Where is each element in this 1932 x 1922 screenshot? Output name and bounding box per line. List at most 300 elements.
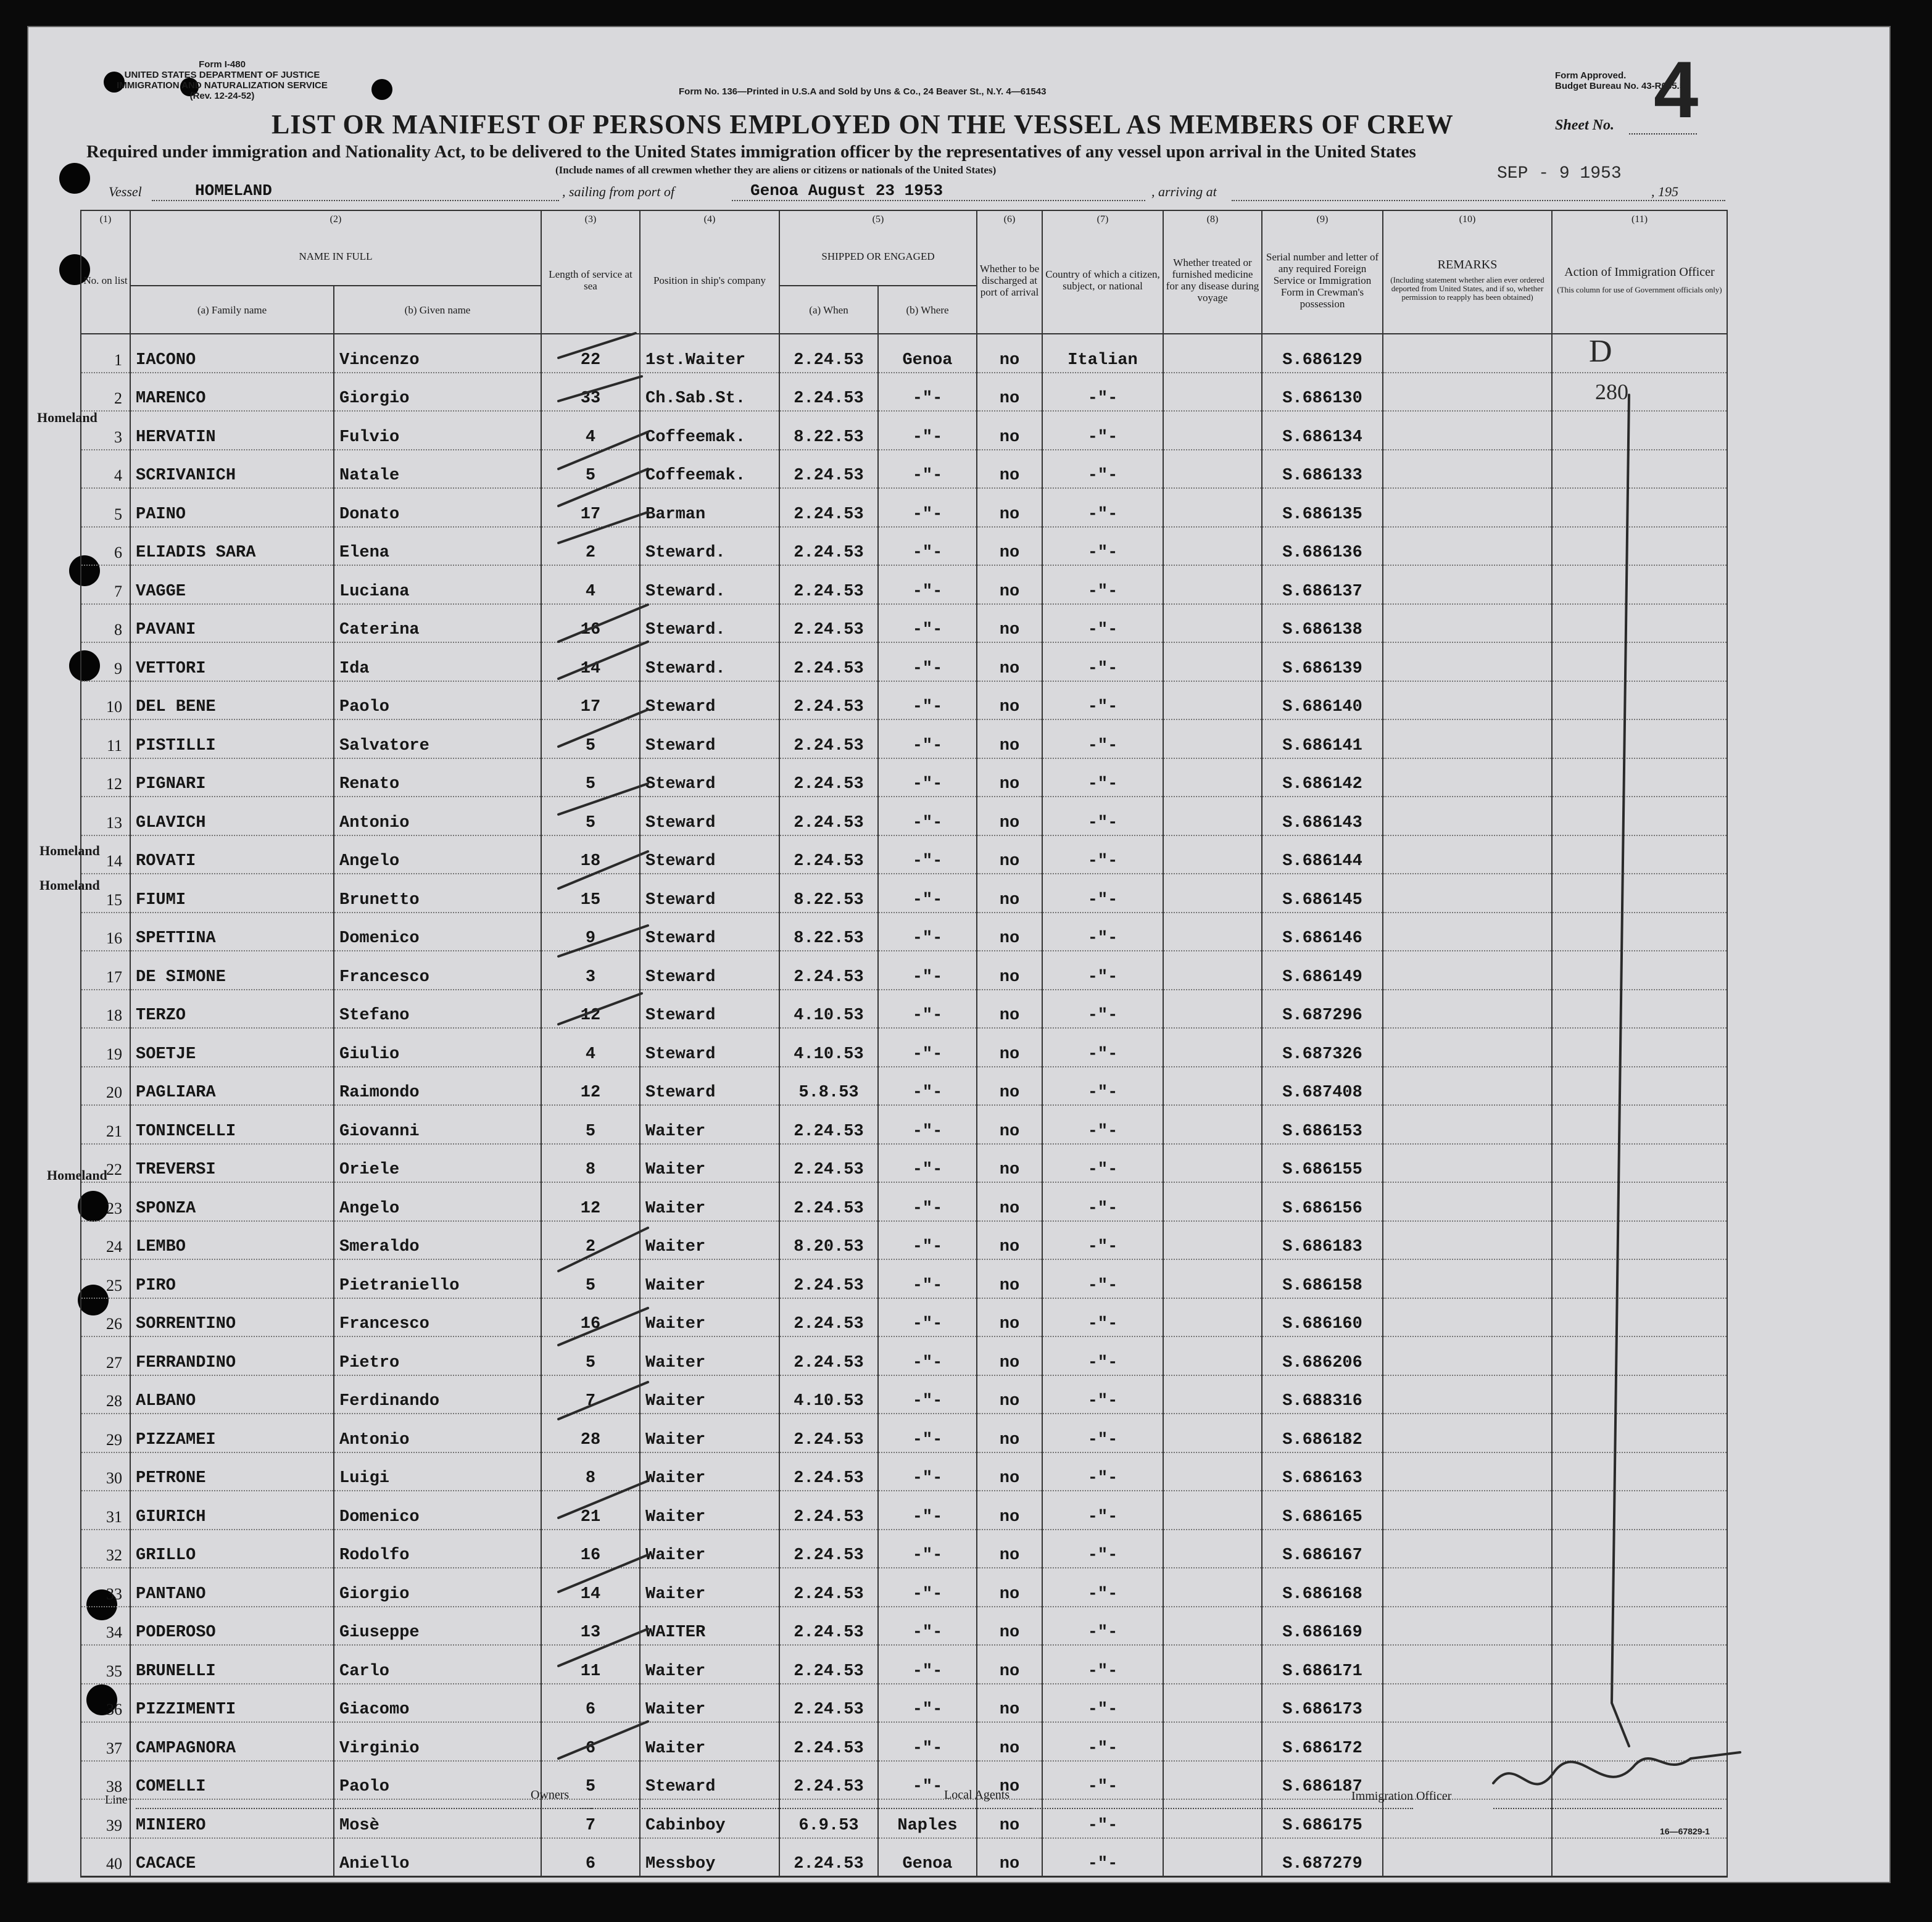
length-of-service-cell: 17 [541, 681, 640, 720]
given-name-cell: Giorgio [334, 373, 541, 412]
family-name-cell: ALBANO [130, 1375, 334, 1414]
row-number: 40 [81, 1838, 130, 1877]
position-cell: Waiter [640, 1105, 779, 1144]
shipped-when-cell: 2.24.53 [779, 1568, 878, 1607]
shipped-where-cell: -"- [878, 1182, 977, 1221]
position-cell: Waiter [640, 1182, 779, 1221]
medicine-cell [1163, 1336, 1262, 1375]
officer-action-cell [1552, 1645, 1727, 1684]
length-of-service-cell: 11 [541, 1645, 640, 1684]
officer-action-cell [1552, 1182, 1727, 1221]
length-of-service-cell: 21 [541, 1491, 640, 1530]
col-name-in-full: NAME IN FULL [130, 227, 541, 286]
medicine-cell [1163, 951, 1262, 990]
col-where: (b) Where [878, 286, 977, 334]
country-cell: -"- [1042, 797, 1163, 835]
discharged-cell: no [977, 951, 1042, 990]
position-cell: Waiter [640, 1414, 779, 1452]
table-row [81, 411, 1727, 450]
shipped-where-cell: -"- [878, 835, 977, 874]
medicine-cell [1163, 373, 1262, 412]
officer-action-cell [1552, 797, 1727, 835]
remarks-cell [1383, 1028, 1552, 1067]
country-cell: -"- [1042, 681, 1163, 720]
remarks-cell [1383, 1067, 1552, 1106]
given-name-cell: Giacomo [334, 1684, 541, 1723]
country-cell: -"- [1042, 719, 1163, 758]
length-of-service-cell: 6 [541, 1722, 640, 1761]
shipped-where-cell: -"- [878, 1259, 977, 1298]
shipped-when-cell: 2.24.53 [779, 1530, 878, 1568]
length-of-service-cell: 4 [541, 565, 640, 604]
serial-number-cell: S.686206 [1262, 1336, 1383, 1375]
shipped-where-cell: -"- [878, 1684, 977, 1723]
shipped-when-cell: 4.10.53 [779, 1375, 878, 1414]
officer-action-cell [1552, 835, 1727, 874]
row-number: 3 [81, 411, 130, 450]
table-row [81, 1067, 1727, 1106]
remarks-cell [1383, 1221, 1552, 1260]
shipped-where-cell: Genoa [878, 1838, 977, 1877]
shipped-when-cell: 2.24.53 [779, 565, 878, 604]
given-name-cell: Caterina [334, 604, 541, 643]
medicine-cell [1163, 450, 1262, 489]
family-name-cell: PIZZAMEI [130, 1414, 334, 1452]
family-name-cell: PETRONE [130, 1452, 334, 1491]
arriving-label: , arriving at [1151, 184, 1217, 199]
revision-date: (Rev. 12-24-52) [189, 91, 255, 101]
table-row [81, 604, 1727, 643]
country-cell: -"- [1042, 1182, 1163, 1221]
page-subtitle: Required under immigration and Nationality Act, to be delivered to the United States immigration officer by the representatives of any vessel upon arrival in the United States [86, 142, 1416, 162]
margin-note-homeland: Homeland [37, 410, 97, 425]
row-number: 18 [81, 990, 130, 1029]
row-number: 16 [81, 913, 130, 951]
row-number: 21 [81, 1105, 130, 1144]
given-name-cell: Pietraniello [334, 1259, 541, 1298]
country-cell: -"- [1042, 527, 1163, 566]
table-row [81, 1105, 1727, 1144]
medicine-cell [1163, 604, 1262, 643]
length-of-service-cell: 17 [541, 488, 640, 527]
family-name-cell: TONINCELLI [130, 1105, 334, 1144]
shipped-where-cell: -"- [878, 1761, 977, 1800]
officer-action-cell [1552, 681, 1727, 720]
shipped-where-cell: -"- [878, 1452, 977, 1491]
sailing-label: , sailing from port of [562, 184, 674, 199]
table-row [81, 1414, 1727, 1452]
family-name-cell: PIGNARI [130, 758, 334, 797]
position-cell: Ch.Sab.St. [640, 373, 779, 412]
table-row [81, 1144, 1727, 1183]
country-cell: -"- [1042, 1144, 1163, 1183]
given-name-cell: Donato [334, 488, 541, 527]
officer-action-cell [1552, 1028, 1727, 1067]
officer-action-cell [1552, 604, 1727, 643]
discharged-cell: no [977, 1144, 1042, 1183]
position-cell: Waiter [640, 1645, 779, 1684]
country-cell: -"- [1042, 373, 1163, 412]
medicine-cell [1163, 990, 1262, 1029]
row-number: 35 [81, 1645, 130, 1684]
given-name-cell: Angelo [334, 1182, 541, 1221]
position-cell: Waiter [640, 1336, 779, 1375]
officer-action-cell [1552, 488, 1727, 527]
officer-action-cell [1552, 1105, 1727, 1144]
col-remarks [1383, 227, 1552, 334]
serial-number-cell: S.688316 [1262, 1375, 1383, 1414]
discharged-cell: no [977, 1375, 1042, 1414]
discharged-cell: no [977, 758, 1042, 797]
officer-action-cell [1552, 565, 1727, 604]
shipped-when-cell: 2.24.53 [779, 1607, 878, 1646]
discharged-cell: no [977, 1799, 1042, 1838]
table-row [81, 913, 1727, 951]
col10-number: (10) [1383, 210, 1552, 227]
table-row [81, 1182, 1727, 1221]
position-cell: Steward [640, 1067, 779, 1106]
family-name-cell: GIURICH [130, 1491, 334, 1530]
medicine-cell [1163, 1838, 1262, 1877]
shipped-where-cell: -"- [878, 681, 977, 720]
serial-number-cell: S.686145 [1262, 874, 1383, 913]
row-number: 31 [81, 1491, 130, 1530]
given-name-cell: Stefano [334, 990, 541, 1029]
row-number: 9 [81, 642, 130, 681]
family-name-cell: VAGGE [130, 565, 334, 604]
shipped-when-cell: 2.24.53 [779, 1491, 878, 1530]
shipped-when-cell: 8.22.53 [779, 874, 878, 913]
given-name-cell: Francesco [334, 951, 541, 990]
col-family-name: (a) Family name [130, 286, 334, 334]
serial-number-cell: S.686167 [1262, 1530, 1383, 1568]
shipped-where-cell: -"- [878, 1028, 977, 1067]
officer-action-cell [1552, 951, 1727, 990]
given-name-cell: Smeraldo [334, 1221, 541, 1260]
serial-number-cell: S.686187 [1262, 1761, 1383, 1800]
officer-action-cell [1552, 719, 1727, 758]
country-cell: -"- [1042, 1414, 1163, 1452]
discharged-cell: no [977, 1298, 1042, 1337]
serial-number-cell: S.686137 [1262, 565, 1383, 604]
given-name-cell: Mosè [334, 1799, 541, 1838]
length-of-service-cell: 4 [541, 1028, 640, 1067]
row-number: 4 [81, 450, 130, 489]
row-number: 28 [81, 1375, 130, 1414]
table-row [81, 1530, 1727, 1568]
table-row [81, 1607, 1727, 1646]
length-of-service-cell: 7 [541, 1799, 640, 1838]
family-name-cell: SCRIVANICH [130, 450, 334, 489]
remarks-cell [1383, 1568, 1552, 1607]
officer-action-cell [1552, 990, 1727, 1029]
country-cell: -"- [1042, 1298, 1163, 1337]
officer-action-cell [1552, 1838, 1727, 1877]
discharged-cell: no [977, 450, 1042, 489]
country-cell: -"- [1042, 411, 1163, 450]
col1-number: (1) [81, 210, 130, 227]
margin-note-homeland: Homeland [47, 1167, 107, 1183]
length-of-service-cell: 12 [541, 990, 640, 1029]
discharged-cell: no [977, 1761, 1042, 1800]
given-name-cell: Brunetto [334, 874, 541, 913]
medicine-cell [1163, 1298, 1262, 1337]
medicine-cell [1163, 1028, 1262, 1067]
shipped-when-cell: 2.24.53 [779, 450, 878, 489]
shipped-where-cell: -"- [878, 758, 977, 797]
col8-number: (8) [1163, 210, 1262, 227]
remarks-cell [1383, 488, 1552, 527]
medicine-cell [1163, 719, 1262, 758]
shipped-where-cell: -"- [878, 565, 977, 604]
family-name-cell: PAGLIARA [130, 1067, 334, 1106]
remarks-cell [1383, 1414, 1552, 1452]
arrival-date-stamp: SEP - 9 1953 [1497, 164, 1622, 183]
position-cell: Steward [640, 835, 779, 874]
family-name-cell: PODEROSO [130, 1607, 334, 1646]
shipped-when-cell: 2.24.53 [779, 951, 878, 990]
family-name-cell: CAMPAGNORA [130, 1722, 334, 1761]
shipped-when-cell: 2.24.53 [779, 527, 878, 566]
serial-number-cell: S.686165 [1262, 1491, 1383, 1530]
discharged-cell: no [977, 797, 1042, 835]
officer-action-cell [1552, 1144, 1727, 1183]
family-name-cell: SOETJE [130, 1028, 334, 1067]
shipped-when-cell: 2.24.53 [779, 1414, 878, 1452]
footer-agents-label: Local Agents [944, 1788, 1010, 1802]
position-cell: Steward [640, 874, 779, 913]
family-name-cell: GLAVICH [130, 797, 334, 835]
serial-number-cell: S.686169 [1262, 1607, 1383, 1646]
shipped-where-cell: -"- [878, 990, 977, 1029]
shipped-where-cell: -"- [878, 874, 977, 913]
officer-action-cell [1552, 642, 1727, 681]
shipped-where-cell: -"- [878, 1221, 977, 1260]
length-of-service-cell: 16 [541, 1298, 640, 1337]
shipped-when-cell: 2.24.53 [779, 797, 878, 835]
given-name-cell: Antonio [334, 797, 541, 835]
serial-number-cell: S.686143 [1262, 797, 1383, 835]
remarks-cell [1383, 1144, 1552, 1183]
remarks-cell [1383, 1722, 1552, 1761]
given-name-cell: Raimondo [334, 1067, 541, 1106]
page-subnote: (Include names of all crewmen whether they are aliens or citizens or nationals of the United States) [555, 164, 997, 176]
serial-number-cell: S.686155 [1262, 1144, 1383, 1183]
given-name-cell: Rodolfo [334, 1530, 541, 1568]
position-cell: Waiter [640, 1568, 779, 1607]
length-of-service-cell: 4 [541, 411, 640, 450]
table-row [81, 874, 1727, 913]
shipped-when-cell: 8.22.53 [779, 411, 878, 450]
country-cell: -"- [1042, 1067, 1163, 1106]
length-of-service-cell: 2 [541, 1221, 640, 1260]
given-name-cell: Francesco [334, 1298, 541, 1337]
table-row [81, 835, 1727, 874]
medicine-cell [1163, 488, 1262, 527]
country-cell: -"- [1042, 1761, 1163, 1800]
length-of-service-cell: 14 [541, 1568, 640, 1607]
shipped-when-cell: 4.10.53 [779, 1028, 878, 1067]
discharged-cell: no [977, 874, 1042, 913]
position-cell: Waiter [640, 1491, 779, 1530]
country-cell: -"- [1042, 1722, 1163, 1761]
col-discharged: Whether to be discharged at port of arrival [977, 227, 1042, 334]
row-number: 29 [81, 1414, 130, 1452]
medicine-cell [1163, 1259, 1262, 1298]
family-name-cell: PISTILLI [130, 719, 334, 758]
serial-number-cell: S.687296 [1262, 990, 1383, 1029]
col2-number: (2) [130, 210, 541, 227]
length-of-service-cell: 8 [541, 1144, 640, 1183]
position-cell: Barman [640, 488, 779, 527]
position-cell: WAITER [640, 1607, 779, 1646]
row-number: 6 [81, 527, 130, 566]
discharged-cell: no [977, 1105, 1042, 1144]
medicine-cell [1163, 797, 1262, 835]
country-cell: -"- [1042, 450, 1163, 489]
discharged-cell: no [977, 835, 1042, 874]
serial-number-cell: S.686141 [1262, 719, 1383, 758]
medicine-cell [1163, 1684, 1262, 1723]
country-cell: Italian [1042, 334, 1163, 373]
officer-action-cell [1552, 1336, 1727, 1375]
country-cell: -"- [1042, 1452, 1163, 1491]
shipped-where-cell: -"- [878, 1298, 977, 1337]
remarks-cell [1383, 1336, 1552, 1375]
country-cell: -"- [1042, 1799, 1163, 1838]
vessel-name: HOMELAND [195, 181, 272, 200]
col7-number: (7) [1042, 210, 1163, 227]
col-officer-action-title: Action of Immigration Officer [1564, 265, 1715, 279]
remarks-cell [1383, 874, 1552, 913]
medicine-cell [1163, 1221, 1262, 1260]
country-cell: -"- [1042, 1105, 1163, 1144]
family-name-cell: COMELLI [130, 1761, 334, 1800]
row-number: 8 [81, 604, 130, 643]
serial-number-cell: S.686156 [1262, 1182, 1383, 1221]
serial-number-cell: S.686133 [1262, 450, 1383, 489]
table-row [81, 450, 1727, 489]
remarks-cell [1383, 758, 1552, 797]
given-name-cell: Oriele [334, 1144, 541, 1183]
shipped-when-cell: 2.24.53 [779, 1144, 878, 1183]
col9-number: (9) [1262, 210, 1383, 227]
position-cell: Steward [640, 1761, 779, 1800]
row-number: 11 [81, 719, 130, 758]
given-name-cell: Luciana [334, 565, 541, 604]
serial-number-cell: S.686139 [1262, 642, 1383, 681]
remarks-cell [1383, 1375, 1552, 1414]
serial-number-cell: S.686135 [1262, 488, 1383, 527]
shipped-where-cell: -"- [878, 527, 977, 566]
row-number: 27 [81, 1336, 130, 1375]
row-number: 17 [81, 951, 130, 990]
shipped-when-cell: 2.24.53 [779, 1452, 878, 1491]
given-name-cell: Virginio [334, 1722, 541, 1761]
serial-number-cell: S.686142 [1262, 758, 1383, 797]
position-cell: 1st.Waiter [640, 334, 779, 373]
printer-line: Form No. 136—Printed in U.S.A and Sold by Uns & Co., 24 Beaver St., N.Y. 4—61543 [679, 86, 1047, 97]
discharged-cell: no [977, 334, 1042, 373]
shipped-where-cell: -"- [878, 373, 977, 412]
table-row [81, 1336, 1727, 1375]
remarks-cell [1383, 1452, 1552, 1491]
table-row [81, 1491, 1727, 1530]
shipped-when-cell: 2.24.53 [779, 1684, 878, 1723]
given-name-cell: Domenico [334, 1491, 541, 1530]
length-of-service-cell: 2 [541, 527, 640, 566]
length-of-service-cell: 5 [541, 719, 640, 758]
shipped-where-cell: -"- [878, 1336, 977, 1375]
table-row [81, 719, 1727, 758]
medicine-cell [1163, 334, 1262, 373]
table-row [81, 1684, 1727, 1723]
shipped-where-cell: -"- [878, 1530, 977, 1568]
family-name-cell: IACONO [130, 334, 334, 373]
shipped-where-cell: -"- [878, 488, 977, 527]
medicine-cell [1163, 1491, 1262, 1530]
officer-action-cell [1552, 1414, 1727, 1452]
position-cell: Waiter [640, 1452, 779, 1491]
table-row [81, 797, 1727, 835]
serial-number-cell: S.686160 [1262, 1298, 1383, 1337]
family-name-cell: BRUNELLI [130, 1645, 334, 1684]
given-name-cell: Antonio [334, 1414, 541, 1452]
officer-action-cell [1552, 1221, 1727, 1260]
remarks-cell [1383, 990, 1552, 1029]
remarks-cell [1383, 1684, 1552, 1723]
sheet-label: Sheet No. [1555, 117, 1614, 133]
position-cell: Waiter [640, 1298, 779, 1337]
family-name-cell: SPETTINA [130, 913, 334, 951]
officer-number: 280 [1595, 379, 1628, 404]
service-name: IMMIGRATION AND NATURALIZATION SERVICE [117, 80, 328, 91]
family-name-cell: PIZZIMENTI [130, 1684, 334, 1723]
given-name-cell: Aniello [334, 1838, 541, 1877]
officer-action-cell [1552, 1491, 1727, 1530]
table-row [81, 488, 1727, 527]
shipped-when-cell: 2.24.53 [779, 758, 878, 797]
family-name-cell: SPONZA [130, 1182, 334, 1221]
shipped-where-cell: Naples [878, 1799, 977, 1838]
discharged-cell: no [977, 1452, 1042, 1491]
col6-number: (6) [977, 210, 1042, 227]
serial-number-cell: S.686173 [1262, 1684, 1383, 1723]
given-name-cell: Giulio [334, 1028, 541, 1067]
shipped-where-cell: -"- [878, 719, 977, 758]
remarks-cell [1383, 565, 1552, 604]
country-cell: -"- [1042, 1491, 1163, 1530]
medicine-cell [1163, 1105, 1262, 1144]
discharged-cell: no [977, 1607, 1042, 1646]
discharged-cell: no [977, 1568, 1042, 1607]
discharged-cell: no [977, 719, 1042, 758]
row-number: 37 [81, 1722, 130, 1761]
medicine-cell [1163, 1067, 1262, 1106]
length-of-service-cell: 28 [541, 1414, 640, 1452]
length-of-service-cell: 5 [541, 1259, 640, 1298]
serial-number-cell: S.686172 [1262, 1722, 1383, 1761]
length-of-service-cell: 6 [541, 1684, 640, 1723]
length-of-service-cell: 5 [541, 797, 640, 835]
given-name-cell: Salvatore [334, 719, 541, 758]
country-cell: -"- [1042, 835, 1163, 874]
shipped-where-cell: -"- [878, 913, 977, 951]
shipped-when-cell: 2.24.53 [779, 719, 878, 758]
discharged-cell: no [977, 990, 1042, 1029]
length-of-service-cell: 33 [541, 373, 640, 412]
serial-number-cell: S.686175 [1262, 1799, 1383, 1838]
